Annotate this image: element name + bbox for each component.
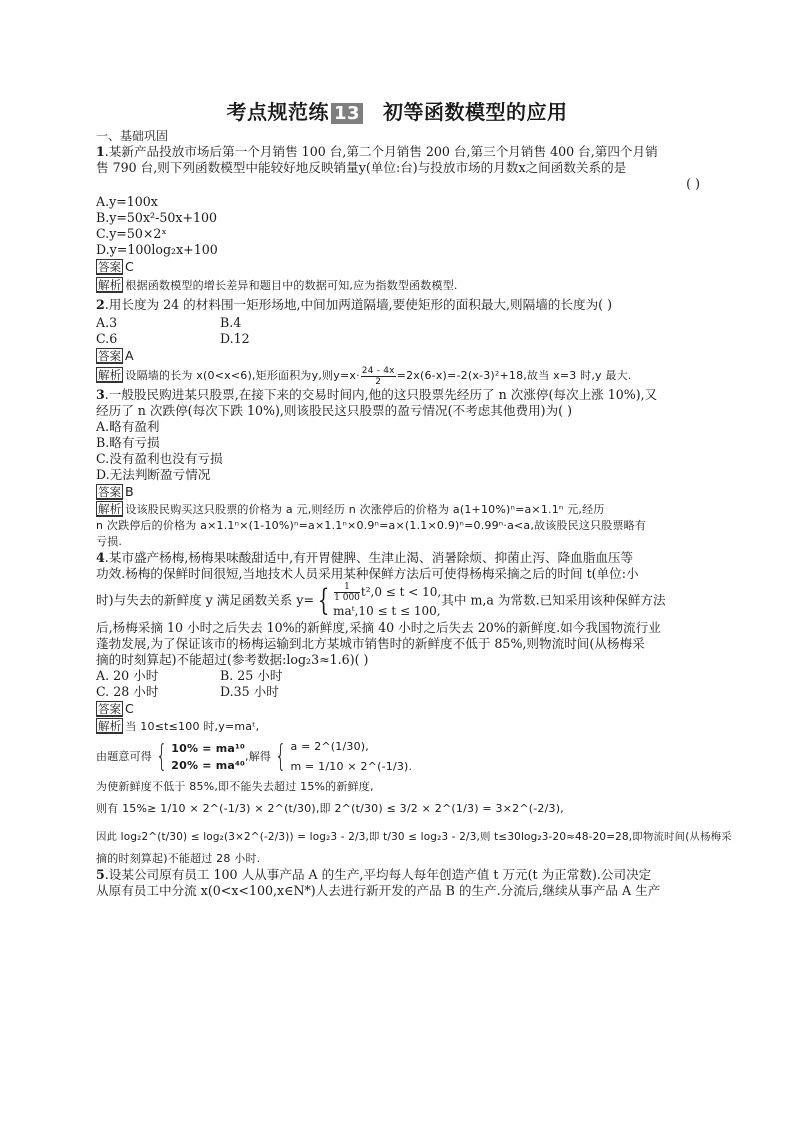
option-c: C.y=50×2ˣ	[96, 226, 167, 241]
title-text: 考点规范练	[226, 100, 329, 124]
equation-solution: a = 2^(1/30), m = 1/10 × 2^(-1/3).	[290, 740, 413, 773]
option-d: D.y=100log₂x+100	[96, 242, 218, 257]
explanation-block: 解析 当 10≤t≤100 时,y=maᵗ, 由题意可得 { 10% = ma¹⁰ 20% = ma⁴⁰ ,解得 { a = 2^(1/30), m = 1/10 × 2^(-1/3). 为使新鲜度不低于 85%,即不能失去超过 15%的新鲜度, 则有 15%≥ 1/10 × 2^(-1/3) × 2^(t/30),即 2^(t/30) ≤ 3/2 × 2^(1/3) = 3×2^(-2/3), 因此 log₂2^(t/30) ≤ log₂(3×2^(-2/3)) = log₂3 - 2/3,即 t/30 ≤ log₂3 - 2/3,则 t≤30log₂3-20≈48-20=28,即物流时间(从杨梅采 摘的时刻算起)不能超过 28 小时.	[96, 719, 732, 865]
explanation-text: 当 10≤t≤100 时,y=maᵗ,	[125, 720, 260, 733]
options-row	[96, 668, 700, 684]
question-text: 其中 m,a 为常数.已知采用该种保鲜方法	[441, 592, 666, 608]
page-title	[0, 96, 794, 125]
explanation-tag: 解析	[98, 368, 122, 382]
answer-value: C	[125, 259, 134, 274]
question-number: 4	[96, 550, 105, 565]
option-b: B. 25 小时	[220, 668, 283, 683]
question-4	[96, 550, 700, 668]
explanation-block	[96, 501, 700, 550]
answer-row	[96, 700, 700, 718]
question-5	[96, 867, 700, 899]
question-text: .某市盛产杨梅,杨梅果味酸甜适中,有开胃健脾、生津止渴、消暑除烦、抑菌止泻、降血脂血压等	[104, 550, 634, 565]
question-text: .设某公司原有员工 100 人从事产品 A 的生产,平均每人每年创造产值 t 万元(t 为正常数).公司决定	[104, 867, 652, 882]
option-d: D.无法判断盈亏情况	[96, 467, 211, 482]
options-row	[96, 315, 700, 331]
option-c: C.没有盈利也没有亏损	[96, 451, 223, 466]
answer-tag: 答案	[98, 702, 121, 716]
answer-value: A	[125, 348, 134, 363]
worksheet-body	[96, 128, 732, 899]
explanation-text: 因此 log₂2^(t/30) ≤ log₂(3×2^(-2/3)) = log₂3 - 2/3,即 t/30 ≤ log₂3 - 2/3,则 t≤30log₂3-20≈48-20=28,即物流时间(从杨梅采	[96, 831, 732, 843]
option-b: B.y=50x²-50x+100	[96, 210, 218, 225]
explanation-tag: 解析	[98, 719, 122, 733]
question-text: 经历了 n 次跌停(每次下跌 10%),则该股民这只股票的盈亏情况(不考虑其他费用)为( )	[96, 403, 573, 418]
answer-blank: ( )	[686, 176, 700, 191]
answer-tag: 答案	[98, 349, 121, 363]
answer-tag: 答案	[98, 260, 121, 274]
question-text: .一般股民购进某只股票,在接下来的交易时间内,他的这只股票先经历了 n 次涨停(每次上涨 10%),又	[104, 387, 658, 402]
explanation-text: 根据函数模型的增长差异和题目中的数据可知,应为指数型函数模型.	[125, 279, 458, 292]
question-number: 3	[96, 387, 105, 402]
option-a: A.略有盈利	[96, 419, 160, 434]
question-text: 蓬勃发展,为了保证该市的杨梅运输到北方某城市销售时的新鲜度不低于 85%,则物流时间(从杨梅采	[96, 636, 645, 651]
explanation-text: 摘的时刻算起)不能超过 28 小时.	[96, 852, 261, 865]
answer-value: B	[125, 484, 134, 499]
answer-row	[96, 483, 700, 501]
title-subject: 初等函数模型的应用	[383, 100, 568, 124]
question-text: 从原有员工中分流 x(0<x<100,x∈N*)人去进行新开发的产品 B 的生产.分流后,继续从事产品 A 生产	[96, 883, 661, 898]
option-a: A.3	[96, 315, 118, 330]
question-text: 时)与失去的新鲜度 y 满足函数关系 y=	[96, 592, 315, 608]
question-text: 售 790 台,则下列函数模型中能较好地反映销量y(单位:台)与投放市场的月数x之间函数关系的是	[96, 160, 627, 175]
question-2	[96, 295, 700, 315]
fraction: $\frac{24 - 4x}{2}$	[361, 365, 395, 387]
option-d: D.12	[220, 331, 250, 346]
left-brace: {	[275, 739, 287, 774]
explanation-text: =2x(6-x)=-2(x-3)²+18,故当 x=3 时,y 最大.	[396, 369, 632, 382]
options-row	[96, 331, 700, 347]
question-text: 功效.杨梅的保鲜时间很短,当地技术人员采用某种保鲜方法后可使得杨梅采摘之后的时间 t(单位:小	[96, 566, 639, 581]
option-a: A.y=100x	[96, 194, 158, 209]
option-c: C. 28 小时	[96, 684, 159, 699]
question-text: 后,杨梅采摘 10 小时之后失去 10%的新鲜度,采摘 40 小时之后失去 20%的新鲜度.如今我国物流行业	[96, 620, 661, 635]
left-brace: {	[317, 583, 330, 618]
options-row	[96, 684, 700, 700]
option-a: A. 20 小时	[96, 668, 159, 683]
equation-system: 10% = ma¹⁰ 20% = ma⁴⁰	[171, 742, 246, 772]
question-number: 2	[96, 297, 105, 312]
explanation-text: 设该股民购买这只股票的价格为 a 元,则经历 n 次涨停后的价格为 a(1+10%)ⁿ=a×1.1ⁿ 元,经历	[125, 503, 605, 516]
option-b: B.4	[220, 315, 242, 330]
answer-tag: 答案	[98, 485, 121, 499]
explanation-row	[96, 365, 700, 387]
section-heading: 一、基础巩固	[96, 129, 169, 143]
explanation-text: 亏损.	[96, 535, 123, 548]
explanation-tag: 解析	[98, 502, 122, 516]
question-1	[96, 144, 700, 194]
answer-value: C	[125, 701, 134, 716]
explanation-text: 为使新鲜度不低于 85%,即不能失去超过 15%的新鲜度,	[96, 780, 374, 793]
question-text: 摘的时刻算起)不能超过(参考数据:log₂3≈1.6)( )	[96, 652, 369, 667]
explanation-text: 则有 15%≥ 1/10 × 2^(-1/3) × 2^(t/30),即 2^(t/30) ≤ 3/2 × 2^(1/3) = 3×2^(-2/3),	[96, 802, 564, 815]
explanation-row	[96, 276, 700, 295]
explanation-text: n 次跌停后的价格为 a×1.1ⁿ×(1-10%)ⁿ=a×1.1ⁿ×0.9ⁿ=a×(1.1×0.9)ⁿ=0.99ⁿ·a<a,故该股民这只股票略有	[96, 519, 647, 532]
piecewise-function: $\frac{1}{1 000}$ t²,0 ≤ t < 10, maᵗ,10 ≤ t ≤ 100,	[333, 582, 442, 618]
option-c: C.6	[96, 331, 118, 346]
option-b: B.略有亏损	[96, 435, 160, 450]
chapter-number-badge: 13	[331, 103, 363, 124]
left-brace: {	[155, 739, 168, 774]
explanation-tag: 解析	[98, 278, 122, 292]
question-text: .用长度为 24 的材料围一矩形场地,中间加两道隔墙,要使矩形的面积最大,则隔墙的长度为( )	[104, 297, 613, 312]
question-3	[96, 387, 700, 419]
question-number: 1	[96, 144, 105, 159]
question-text: .某新产品投放市场后第一个月销售 100 台,第二个月销售 200 台,第三个月销售 400 台,第四个月销	[104, 144, 658, 159]
answer-row	[96, 258, 700, 276]
option-d: D.35 小时	[220, 684, 279, 699]
explanation-text: 设隔墙的长为 x(0<x<6),矩形面积为y,则y=x·	[125, 369, 360, 382]
question-number: 5	[96, 867, 105, 882]
answer-row	[96, 347, 700, 365]
